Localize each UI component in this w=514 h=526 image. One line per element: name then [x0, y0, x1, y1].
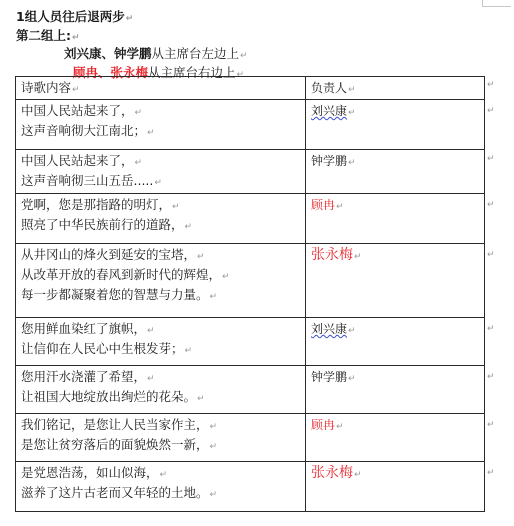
poem-line	[21, 266, 300, 286]
owner-cell	[306, 366, 485, 414]
poem-cell	[16, 462, 306, 512]
paragraph-mark: ↵	[336, 422, 344, 432]
poem-line-text: 从改革开放的春风到新时代的辉煌，	[21, 267, 222, 282]
paragraph-mark: ↵	[348, 374, 356, 384]
table-row	[16, 318, 485, 366]
owner-name: 张永梅	[311, 247, 353, 263]
paragraph-mark: ↵	[147, 374, 155, 384]
header-line-3	[16, 46, 248, 65]
poem-line-text: 中国人民站起来了，	[21, 153, 134, 168]
poem-line	[21, 436, 300, 456]
paragraph-mark: ↵	[134, 108, 143, 118]
poem-column-header-text: 诗歌内容	[21, 80, 72, 95]
poem-line	[21, 388, 300, 408]
owner-name: 张永梅	[311, 465, 353, 481]
paragraph-mark: ↵	[147, 128, 155, 138]
paragraph-mark: ↵	[197, 394, 205, 404]
paragraph-mark: ↵	[222, 272, 230, 282]
poem-line-text: 每一步都凝聚着您的智慧与力量。	[21, 287, 209, 302]
table-row	[16, 244, 485, 318]
owner-column-header	[306, 77, 485, 100]
poem-line-text: 这声音响彻三山五岳.....	[21, 173, 154, 188]
table-header-row	[16, 77, 485, 100]
poem-line-text: 这声音响彻大江南北；	[21, 123, 147, 138]
poem-line-text: 从井冈山的烽火到延安的宝塔，	[21, 247, 197, 262]
poem-line-text: 滋养了这片古老而又年轻的土地。	[21, 485, 209, 500]
row-end-mark: ↵	[487, 250, 495, 260]
poem-line-text: 让信仰在人民心中生根发芽；	[21, 341, 184, 356]
poem-line	[21, 246, 300, 266]
poem-line	[21, 416, 300, 436]
header-line-2-text: 第二组上:	[16, 27, 71, 43]
paragraph-mark: ↵	[336, 202, 344, 212]
poem-cell	[16, 194, 306, 244]
owner-cell	[306, 194, 485, 244]
paragraph-mark: ↵	[236, 69, 245, 80]
poem-line	[21, 368, 300, 388]
poem-line	[21, 320, 300, 340]
poem-line	[21, 122, 300, 142]
poem-line	[21, 102, 300, 122]
owner-name: 刘兴康	[311, 322, 348, 336]
paragraph-mark: ↵	[154, 178, 162, 188]
row-end-mark: ↵	[487, 324, 495, 334]
paragraph-mark: ↵	[72, 32, 80, 43]
paragraph-mark: ↵	[172, 202, 180, 212]
paragraph-mark: ↵	[159, 470, 168, 480]
poem-line	[21, 286, 300, 306]
paragraph-mark: ↵	[184, 346, 193, 356]
right-group-text: 从主席台右边上	[148, 64, 236, 80]
table-row	[16, 366, 485, 414]
poem-cell	[16, 244, 306, 318]
header-line-1	[16, 9, 248, 28]
owner-name: 顾冉	[311, 198, 336, 212]
poem-cell	[16, 318, 306, 366]
poem-cell	[16, 150, 306, 194]
poem-line	[21, 340, 300, 360]
poem-cell	[16, 414, 306, 462]
poem-line-text: 是您让贫穷落后的面貌焕然一新，	[21, 437, 209, 452]
paragraph-mark: ↵	[134, 158, 143, 168]
poem-line	[21, 464, 300, 484]
left-group-text: 从主席台左边上	[151, 46, 240, 61]
poem-line-text: 您用汗水浇灌了希望，	[21, 369, 147, 384]
poem-column-header	[16, 77, 306, 100]
owner-name: 刘兴康	[311, 104, 348, 118]
table-row	[16, 462, 485, 512]
owner-cell	[306, 150, 485, 194]
paragraph-mark: ↵	[184, 222, 193, 232]
paragraph-mark: ↵	[72, 85, 80, 95]
owner-name: 钟学鹏	[311, 154, 348, 168]
poem-cell	[16, 100, 306, 150]
poem-line	[21, 216, 300, 236]
owner-name: 顾冉	[311, 418, 336, 432]
paragraph-mark: ↵	[209, 490, 218, 500]
row-end-mark: ↵	[487, 372, 495, 382]
poem-line-text: 您用鲜血染红了旗帜，	[21, 321, 147, 336]
poem-line-text: 党啊，您是那指路的明灯，	[21, 197, 172, 212]
owner-name: 钟学鹏	[311, 370, 348, 384]
left-group-names: 刘兴康、钟学鹏	[64, 46, 152, 61]
poem-line-text: 我们铭记，是您让人民当家作主，	[21, 417, 209, 432]
paragraph-mark: ↵	[240, 51, 248, 61]
poem-line-text: 是党恩浩荡，如山似海，	[21, 465, 159, 480]
row-end-mark: ↵	[487, 200, 495, 210]
table-row	[16, 100, 485, 150]
paragraph-mark: ↵	[348, 108, 356, 118]
poem-line	[21, 172, 300, 192]
section-header	[16, 9, 248, 83]
paragraph-mark: ↵	[147, 326, 155, 336]
poem-assignment-table	[15, 76, 485, 512]
poem-cell	[16, 366, 306, 414]
poem-line	[21, 196, 300, 216]
table-row	[16, 194, 485, 244]
owner-cell	[306, 462, 485, 512]
row-end-mark: ↵	[487, 420, 495, 430]
row-end-mark: ↵	[487, 106, 495, 116]
owner-cell	[306, 100, 485, 150]
paragraph-mark: ↵	[348, 326, 356, 336]
owner-cell	[306, 318, 485, 366]
owner-cell	[306, 244, 485, 318]
paragraph-mark: ↵	[209, 422, 218, 432]
paragraph-mark: ↵	[197, 252, 205, 262]
poem-line	[21, 484, 300, 504]
paragraph-mark: ↵	[348, 85, 356, 95]
table-row	[16, 150, 485, 194]
owner-column-header-text: 负责人	[311, 81, 348, 95]
table-row	[16, 414, 485, 462]
page-corner-mark	[482, 0, 511, 7]
row-end-mark: ↵	[487, 468, 495, 478]
row-end-mark: ↵	[487, 80, 495, 90]
header-line-2	[16, 28, 248, 47]
poem-line-text: 中国人民站起来了，	[21, 103, 134, 118]
paragraph-mark: ↵	[209, 442, 218, 452]
paragraph-mark: ↵	[125, 14, 134, 24]
paragraph-mark: ↵	[354, 252, 362, 262]
paragraph-mark: ↵	[209, 292, 218, 302]
row-end-mark: ↵	[487, 154, 495, 164]
right-group-names: 顾冉、张永梅	[73, 64, 149, 80]
poem-line-text: 照亮了中华民族前行的道路，	[21, 217, 184, 232]
paragraph-mark: ↵	[348, 158, 356, 168]
poem-line	[21, 152, 300, 172]
poem-line-text: 让祖国大地绽放出绚烂的花朵。	[21, 389, 197, 404]
owner-cell	[306, 414, 485, 462]
header-line-1-text: 1组人员往后退两步	[16, 9, 125, 24]
paragraph-mark: ↵	[354, 470, 362, 480]
